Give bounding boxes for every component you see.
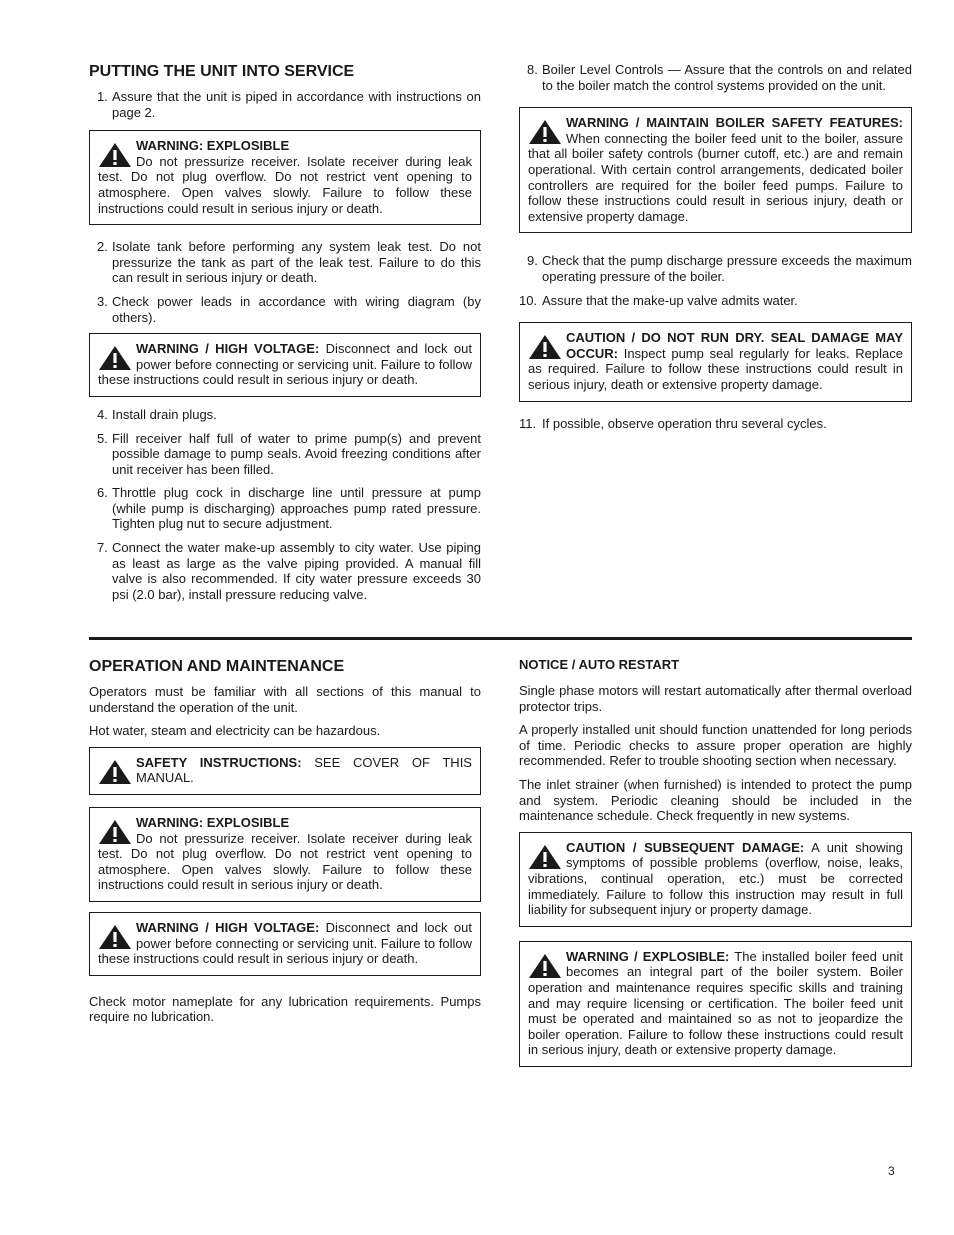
- step-item: 10. Assure that the make-up valve admits water.: [519, 292, 798, 308]
- warning-text: Disconnect and lock out power before connecting or servicing unit. Failure to follow these instructions could result in serious injury or death.: [98, 341, 472, 388]
- paragraph: Operators must be familiar with all sections of this manual to understand the operation of the unit.: [89, 684, 481, 715]
- warning-box: [519, 941, 912, 1067]
- warning-triangle-icon: [528, 844, 562, 870]
- steps-list: [89, 407, 481, 603]
- caution-box: [519, 832, 912, 927]
- paragraph: The inlet strainer (when furnished) is intended to protect the pump and system. Periodic cleaning should be included in the maintenance schedule. Check frequently in new systems.: [519, 776, 912, 824]
- step-item: 1. Assure that the unit is piped in accordance with instructions on page 2.: [97, 89, 481, 120]
- section-putting-into-service: [89, 62, 481, 610]
- caution-text: Inspect pump seal regularly for leaks. Replace as required. Failure to follow these instructions could result in serious injury, death or extensive property damage.: [528, 345, 903, 392]
- step-item: 6. Throttle plug cock in discharge line until pressure at pump (while pump is discharging) approaches pump rated pressure. Tighten plug nut to secure adjustment.: [97, 485, 481, 532]
- paragraph: Hot water, steam and electricity can be hazardous.: [89, 723, 381, 739]
- warning-title: WARNING / HIGH VOLTAGE:: [136, 919, 320, 935]
- safety-text: SEE COVER OF THIS MANUAL.: [136, 754, 472, 786]
- step-item: 3. Check power leads in accordance with wiring diagram (by others).: [97, 293, 481, 325]
- warning-box: [89, 807, 481, 902]
- notice-heading: NOTICE / AUTO RESTART: [519, 657, 680, 672]
- warning-title: WARNING / HIGH VOLTAGE:: [136, 341, 320, 357]
- section-divider: [89, 637, 912, 640]
- steps-list: [519, 62, 912, 93]
- step-item: 11. If possible, observe operation thru several cycles.: [519, 415, 827, 431]
- warning-triangle-icon: [98, 759, 132, 785]
- warning-text: The installed boiler feed unit becomes an integral part of the boiler system. Boiler operation and maintenance requires specific skills and training and may require licensing or certification. The boiler feed unit must be operated and maintained so as not to jeopardize the boiler operation. Failure to follow these instructions could result in serious injury, death or extensive property damage.: [528, 948, 903, 1058]
- steps-list: [519, 253, 912, 308]
- warning-box: [89, 130, 481, 225]
- step-item: 4. Install drain plugs.: [97, 406, 217, 422]
- warning-triangle-icon: [528, 119, 562, 145]
- paragraph: A properly installed unit should function unattended for long periods of time. Periodic checks to assure proper operation are highly recommended. Refer to trouble shooting section when necessary.: [519, 722, 912, 769]
- section-operation-maintenance: [89, 657, 481, 1033]
- warning-text: Do not pressurize receiver. Isolate receiver during leak test. Do not plug overflow. Do not restrict vent opening to atmosphere. Open valves slowly. Failure to follow these instructions could result in serious injury or death.: [98, 153, 472, 216]
- step-item: 7. Connect the water make-up assembly to city water. Use piping as least as large as the valve piping provided. A manual fill valve is also recommended. If city water pressure exceeds 30 psi (2.0 bar), install pressure reducing valve.: [97, 540, 481, 602]
- warning-box: [89, 333, 481, 397]
- steps-list: [519, 416, 912, 432]
- warning-triangle-icon: [528, 334, 562, 360]
- step-item: 8. Boiler Level Controls — Assure that the controls on and related to the boiler match the control systems provided on the unit.: [527, 62, 912, 93]
- warning-triangle-icon: [98, 819, 132, 845]
- warning-title: WARNING: EXPLOSIBLE: [136, 814, 290, 830]
- section-heading: OPERATION AND MAINTENANCE: [89, 658, 345, 675]
- warning-box: [519, 107, 912, 233]
- warning-triangle-icon: [98, 924, 132, 950]
- caution-text: A unit showing symptoms of possible problems (overflow, noise, leaks, vibrations, continual operation, etc.) must be corrected immediately. Failure to follow this instruction may result in full liability for subsequent injury or property damage.: [528, 839, 903, 918]
- steps-list: [89, 239, 481, 325]
- section-service-continued: [519, 62, 912, 439]
- warning-text: Do not pressurize receiver. Isolate receiver during leak test. Do not plug overflow. Do not restrict vent opening to atmosphere. Open valves slowly. Failure to follow these instructions could result in serious injury or death.: [98, 830, 472, 893]
- paragraph: Check motor nameplate for any lubrication requirements. Pumps require no lubrication.: [89, 993, 481, 1025]
- caution-title: CAUTION / DO NOT RUN DRY. SEAL DAMAGE MAY OCCUR:: [566, 330, 903, 361]
- caution-box: [519, 322, 912, 401]
- safety-title: SAFETY INSTRUCTIONS:: [136, 754, 302, 770]
- step-item: 2. Isolate tank before performing any system leak test. Do not pressurize the tank as part of the leak test. Failure to do this can result in serious injury or death.: [97, 239, 481, 286]
- warning-triangle-icon: [98, 142, 132, 168]
- warning-triangle-icon: [528, 953, 562, 979]
- step-item: 9. Check that the pump discharge pressure exceeds the maximum operating pressure of the boiler.: [527, 253, 912, 284]
- warning-triangle-icon: [98, 345, 132, 371]
- warning-title: WARNING / MAINTAIN BOILER SAFETY FEATURES:: [566, 115, 903, 131]
- page-number: 3: [888, 1164, 895, 1178]
- step-item: 5. Fill receiver half full of water to prime pump(s) and prevent possible damage to pump seals. Avoid freezing conditions after unit receiver has been filled.: [97, 430, 481, 477]
- caution-title: CAUTION / SUBSEQUENT DAMAGE:: [566, 839, 805, 855]
- section-heading: PUTTING THE UNIT INTO SERVICE: [89, 63, 355, 80]
- warning-title: WARNING: EXPLOSIBLE: [136, 138, 290, 154]
- warning-box: [89, 912, 481, 976]
- warning-text: Disconnect and lock out power before connecting or servicing unit. Failure to follow these instructions could result in serious injury or death.: [98, 919, 472, 967]
- warning-text: When connecting the boiler feed unit to the boiler, assure that all boiler safety controls (burner cutoff, etc.) are and remain operational. With certain control arrangements, dedicated boiler controllers are required for the boiler feed pumps. Failure to follow these instructions could result in serious injury, death or extensive property damage.: [528, 130, 903, 224]
- paragraph: Single phase motors will restart automatically after thermal overload protector trips.: [519, 683, 912, 714]
- steps-list: [89, 89, 481, 120]
- safety-box: [89, 747, 481, 795]
- warning-title: WARNING / EXPLOSIBLE:: [566, 948, 730, 964]
- section-notice-auto-restart: [519, 657, 912, 1081]
